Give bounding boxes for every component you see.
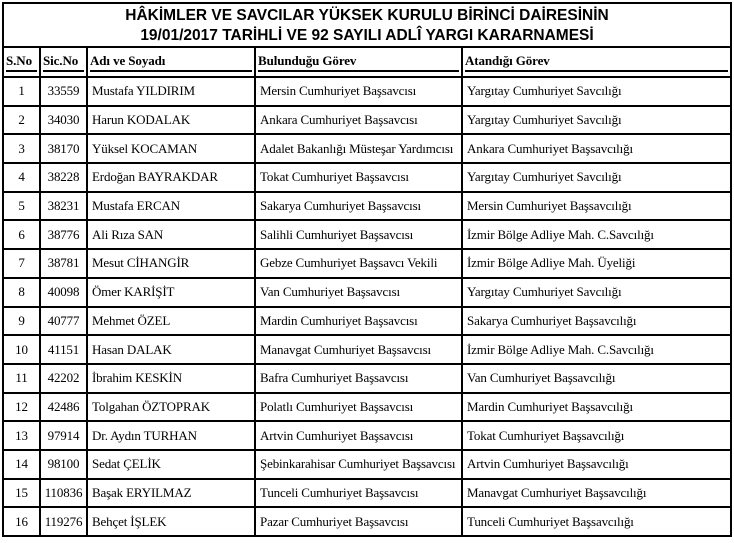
cell-full-name: Mehmet ÖZEL [87, 307, 255, 336]
cell-serial-no: 8 [3, 278, 40, 307]
cell-full-name: Erdoğan BAYRAKDAR [87, 163, 255, 192]
cell-current-post: Mersin Cumhuriyet Başsavcısı [255, 77, 462, 106]
cell-current-post: Tokat Cumhuriyet Başsavcısı [255, 163, 462, 192]
cell-assigned-post: Yargıtay Cumhuriyet Savcılığı [462, 77, 731, 106]
cell-full-name: Yüksel KOCAMAN [87, 134, 255, 163]
cell-full-name: Hasan DALAK [87, 335, 255, 364]
decree-title-line2: 19/01/2017 TARİHLİ VE 92 SAYILI ADLÎ YARGI KARARNAMESİ [140, 27, 594, 44]
cell-assigned-post: Van Cumhuriyet Başsavcılığı [462, 364, 731, 393]
cell-current-post: Van Cumhuriyet Başsavcısı [255, 278, 462, 307]
cell-registry-no: 38781 [40, 249, 87, 278]
cell-full-name: Harun KODALAK [87, 106, 255, 135]
decree-title [2, 2, 732, 48]
cell-assigned-post: İzmir Bölge Adliye Mah. C.Savcılığı [462, 220, 731, 249]
table-body [3, 77, 731, 536]
cell-registry-no: 33559 [40, 77, 87, 106]
cell-full-name: Tolgahan ÖZTOPRAK [87, 393, 255, 422]
cell-current-post: Ankara Cumhuriyet Başsavcısı [255, 106, 462, 135]
cell-assigned-post: İzmir Bölge Adliye Mah. Üyeliği [462, 249, 731, 278]
cell-full-name: Dr. Aydın TURHAN [87, 421, 255, 450]
cell-full-name: Ali Rıza SAN [87, 220, 255, 249]
header-full-name: Adı ve Soyadı [87, 47, 255, 77]
cell-serial-no: 14 [3, 450, 40, 479]
cell-full-name: Sedat ÇELİK [87, 450, 255, 479]
table-row [3, 163, 731, 192]
cell-serial-no: 1 [3, 77, 40, 106]
cell-current-post: Tunceli Cumhuriyet Başsavcısı [255, 479, 462, 508]
table-row [3, 77, 731, 106]
cell-assigned-post: Yargıtay Cumhuriyet Savcılığı [462, 106, 731, 135]
table-row [3, 450, 731, 479]
table-row [3, 364, 731, 393]
cell-assigned-post: Yargıtay Cumhuriyet Savcılığı [462, 163, 731, 192]
cell-serial-no: 13 [3, 421, 40, 450]
cell-serial-no: 10 [3, 335, 40, 364]
cell-full-name: İbrahim KESKİN [87, 364, 255, 393]
cell-serial-no: 6 [3, 220, 40, 249]
cell-current-post: Polatlı Cumhuriyet Başsavcısı [255, 393, 462, 422]
cell-current-post: Salihli Cumhuriyet Başsavcısı [255, 220, 462, 249]
cell-serial-no: 9 [3, 307, 40, 336]
cell-registry-no: 38228 [40, 163, 87, 192]
cell-serial-no: 11 [3, 364, 40, 393]
table-row [3, 479, 731, 508]
cell-full-name: Mustafa YILDIRIM [87, 77, 255, 106]
cell-full-name: Mustafa ERCAN [87, 192, 255, 221]
cell-current-post: Manavgat Cumhuriyet Başsavcısı [255, 335, 462, 364]
appointments-table [2, 46, 732, 537]
cell-serial-no: 5 [3, 192, 40, 221]
cell-assigned-post: İzmir Bölge Adliye Mah. C.Savcılığı [462, 335, 731, 364]
table-row [3, 507, 731, 536]
table-row [3, 249, 731, 278]
table-row [3, 220, 731, 249]
cell-registry-no: 42486 [40, 393, 87, 422]
header-registry-no: Sic.No [40, 47, 87, 77]
cell-registry-no: 119276 [40, 507, 87, 536]
cell-current-post: Artvin Cumhuriyet Başsavcısı [255, 421, 462, 450]
cell-serial-no: 2 [3, 106, 40, 135]
cell-registry-no: 38170 [40, 134, 87, 163]
cell-serial-no: 16 [3, 507, 40, 536]
cell-assigned-post: Manavgat Cumhuriyet Başsavcılığı [462, 479, 731, 508]
cell-assigned-post: Ankara Cumhuriyet Başsavcılığı [462, 134, 731, 163]
cell-serial-no: 12 [3, 393, 40, 422]
cell-registry-no: 110836 [40, 479, 87, 508]
cell-assigned-post: Mersin Cumhuriyet Başsavcılığı [462, 192, 731, 221]
cell-registry-no: 97914 [40, 421, 87, 450]
header-current-post: Bulunduğu Görev [255, 47, 462, 77]
cell-assigned-post: Tunceli Cumhuriyet Başsavcılığı [462, 507, 731, 536]
table-row [3, 106, 731, 135]
decree-title-line1: HÂKİMLER VE SAVCILAR YÜKSEK KURULU BİRİNCİ DAİRESİNİN [125, 7, 609, 24]
cell-current-post: Gebze Cumhuriyet Başsavcı Vekili [255, 249, 462, 278]
cell-serial-no: 7 [3, 249, 40, 278]
table-row [3, 134, 731, 163]
table-row [3, 421, 731, 450]
cell-registry-no: 38776 [40, 220, 87, 249]
table-header [3, 47, 731, 77]
cell-current-post: Şebinkarahisar Cumhuriyet Başsavcısı [255, 450, 462, 479]
cell-current-post: Adalet Bakanlığı Müsteşar Yardımcısı [255, 134, 462, 163]
cell-current-post: Mardin Cumhuriyet Başsavcısı [255, 307, 462, 336]
table-row [3, 278, 731, 307]
cell-full-name: Başak ERYILMAZ [87, 479, 255, 508]
table-row [3, 192, 731, 221]
table-row [3, 393, 731, 422]
cell-registry-no: 40098 [40, 278, 87, 307]
cell-current-post: Bafra Cumhuriyet Başsavcısı [255, 364, 462, 393]
cell-full-name: Ömer KARİŞİT [87, 278, 255, 307]
cell-registry-no: 42202 [40, 364, 87, 393]
cell-registry-no: 38231 [40, 192, 87, 221]
cell-registry-no: 98100 [40, 450, 87, 479]
cell-assigned-post: Tokat Cumhuriyet Başsavcılığı [462, 421, 731, 450]
cell-registry-no: 41151 [40, 335, 87, 364]
cell-registry-no: 34030 [40, 106, 87, 135]
cell-full-name: Mesut CİHANGİR [87, 249, 255, 278]
cell-serial-no: 4 [3, 163, 40, 192]
cell-current-post: Pazar Cumhuriyet Başsavcısı [255, 507, 462, 536]
header-serial-no: S.No [3, 47, 40, 77]
cell-full-name: Behçet İŞLEK [87, 507, 255, 536]
cell-current-post: Sakarya Cumhuriyet Başsavcısı [255, 192, 462, 221]
cell-assigned-post: Yargıtay Cumhuriyet Savcılığı [462, 278, 731, 307]
cell-assigned-post: Artvin Cumhuriyet Başsavcılığı [462, 450, 731, 479]
header-assigned-post: Atandığı Görev [462, 47, 731, 77]
cell-assigned-post: Mardin Cumhuriyet Başsavcılığı [462, 393, 731, 422]
cell-registry-no: 40777 [40, 307, 87, 336]
table-row [3, 335, 731, 364]
cell-serial-no: 15 [3, 479, 40, 508]
header-row [3, 47, 731, 77]
table-row [3, 307, 731, 336]
cell-assigned-post: Sakarya Cumhuriyet Başsavcılığı [462, 307, 731, 336]
cell-serial-no: 3 [3, 134, 40, 163]
